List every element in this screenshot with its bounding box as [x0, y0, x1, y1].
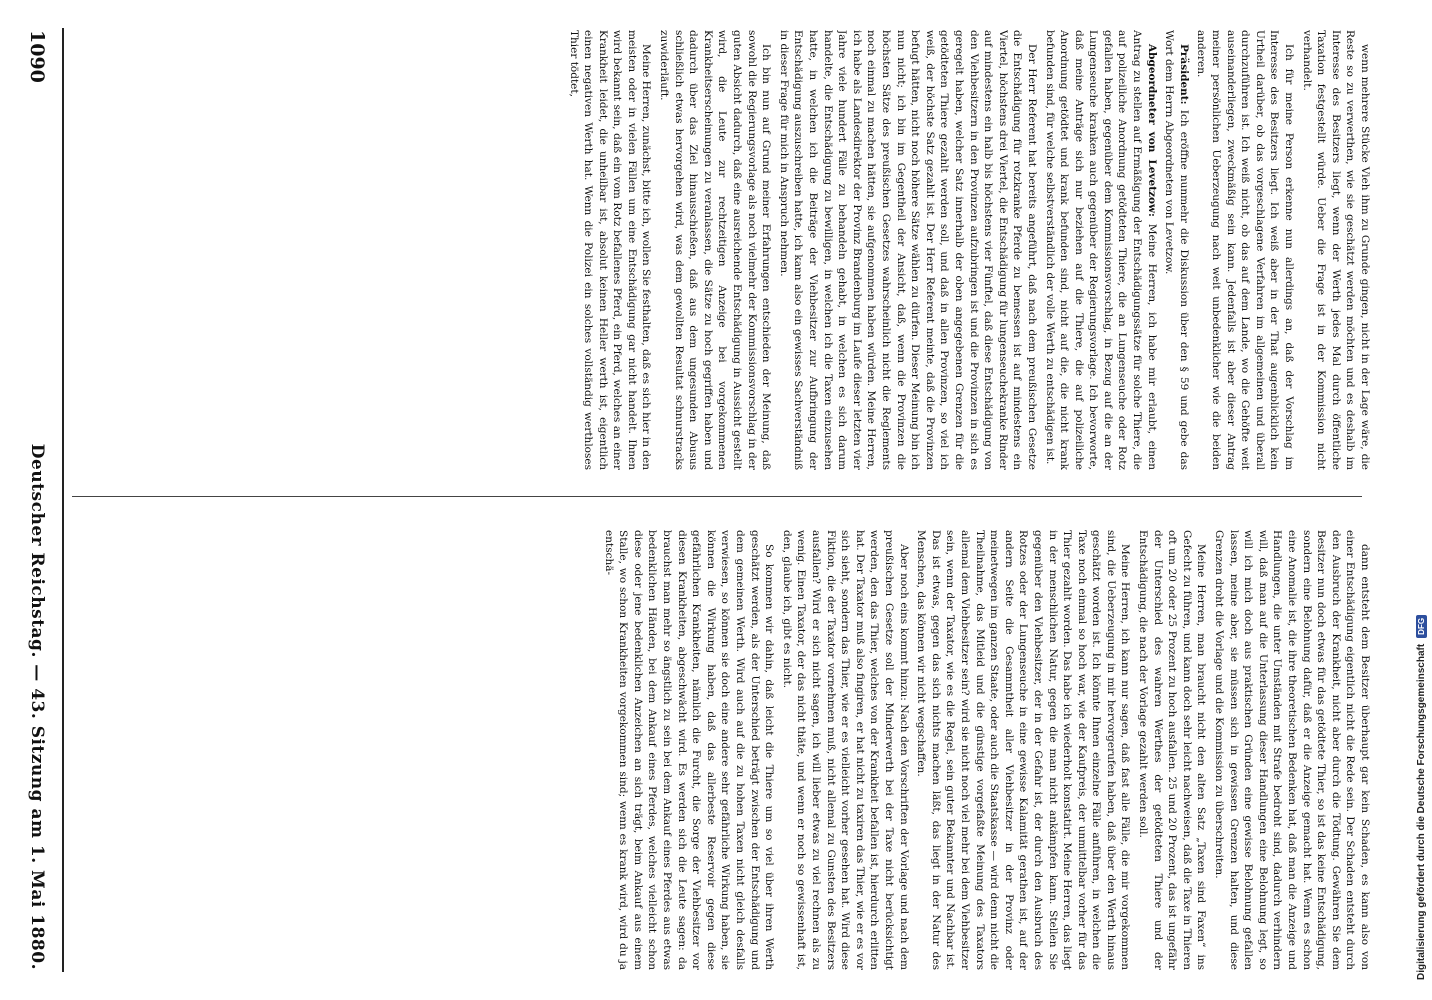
- speaker-name: Abgeordneter von Levetzow:: [1145, 44, 1158, 224]
- running-title: Deutscher Reichstag. — 43. Sitzung am 1. Mai 1880.: [27, 443, 47, 970]
- paragraph: [779, 530, 910, 970]
- paragraph-text: wenn mehrere Stücke Vieh ihm zu Grunde gingen, nicht in der Lage wäre, die Reste so zu verwerthen, wie sie geschätzt werden möchten und es deshalb im Interesse des Besitzers liegt, wenn der Werth jedes Mal durch öffentliche Taxation festgestellt würde. Ueber die Frage ist in der Kommission nicht verhandelt.: [1300, 30, 1371, 470]
- paragraph: [1136, 530, 1209, 970]
- paragraph: [1194, 30, 1296, 470]
- paragraph: [1299, 30, 1372, 470]
- paragraph-text: So kommen wir dahin, daß leicht die Thiere um so viel über ihren Werth geschätzt werden, als der Unterschied beträgt zwischen der Entschädigung und dem gemeinen Werth. Wird auch auf die zu hohen Taxen nicht gleich desfalls verwiesen, so können sie doch eine andere sehr gefährliche Wirkung haben, sie können die Wirkung haben, daß das allerbeste Reservoir gegen diese gefährlichen Krankheiten, nämlich die Furcht, die Sorge der Viehbesitzer vor diesen Krankheiten, abgeschwächt wird. Es werden sich die Leute sagen: da brauchst man mehr so ängstlich zu sein bei dem Ankauf eines Pferdes aus etwas bedenklichen Händen, bei dem Ankauf eines Pferdes, welches vielleicht schon diese oder jene bedenklichen Anzeichen an sich trägt, beim Ankauf aus einem Stalle, wo schon Krankheiten vorgekommen sind; wenn es krank wird, wird du ja entschä-: [602, 530, 776, 970]
- paragraph-text: Meine Herren, ich habe mir erlaubt, einen Antrag zu stellen auf Ermäßigung der Entschädigungssätze für solche Thiere, die auf polizeiliche Anordnung getödteten Thiere, die an Lungenseuche oder Rotz gefallen haben, gegenüber dem Kommissionsvorschlag, in Bezug auf die an der Lungenseuche kranken auch gegenüber der Regierungsvorlage. Ich bevorworte, daß meine Anträge sich nur beziehen auf die Thiere, die auf polizeiliche Anordnung getödtet und krank befunden sind, nicht auf die, die nicht krank befunden sind, für welche selbstverständlich der volle Werth zu entschädigen ist.: [1043, 30, 1158, 470]
- paragraph: [657, 30, 774, 470]
- paragraph-text: Aber noch eins kommt hinzu: Nach den Vorschriften der Vorlage und nach dem preußischen Gesetze soll der Minderwerth bei der Taxe nicht berücksichtigt werden, den das Thier, welches von der Krankheit befallen ist, hierdurch erlitten hat. Der Taxator muß also fingiren, er hat nicht zu taxiren das Thier, wie er es vor sich sieht, sondern das Thier, wie er es vielleicht vorher gesehen hat. Wird diese Fiktion, die der Taxator vornehmen muß, nicht allemal zu Gunsten des Besitzers ausfallen? Wird er sich nicht sagen, ich will lieber etwas zu viel rechnen als zu wenig. Einen Taxator, der das nicht thäte, und wenn er noch so gewissenhaft ist, den, glaube ich, gibt es nicht.: [780, 530, 910, 970]
- paragraph: [601, 530, 776, 970]
- dfg-logo: DFG: [1416, 615, 1427, 638]
- paragraph: [1162, 30, 1191, 470]
- paragraph-text: Der Herr Referent hat bereits angeführt, daß nach dem preußischen Gesetze die Entschädigung für rotzkranke Pferde zu bemessen ist auf mindestens ein Viertel, höchstens drei Viertel, die Entschädigung für lungenseuchekranke Rinder auf mindestens ein halb bis höchstens vier Fünftel, daß diese Entschädigung von den Viehbesitzern in den Provinzen aufzubringen ist und die Provinzen in sich es geregelt haben, welcher Satz innerhalb der oben angegebenen Grenzen für die getödteten Thiere gezahlt werden soll, und daß in allen Provinzen, so viel ich weiß, der höchste Satz gezahlt ist. Der Herr Referent meinte, daß die Provinzen befugt hätten, nicht noch höhere Sätze wählen zu dürfen. Dieser Meinung bin ich nun nicht; ich bin im Gegentheil der Ansicht, daß, wenn die Provinzen die höchsten Sätze des preußischen Gesetzes wahrscheinlich nicht die Reglements noch einmal zu machen hätten, sie aufgenommen haben würden. Meine Herren, ich habe als Landesdirektor der Provinz Brandenburg im Laufe dieser letzten vier Jahre viele hundert Fälle zu behandeln gehabt, in welchen es sich darum handelte, die Entschädigung zu bewilligen, in welchen ich die Taxen einzusehen hatte, in welchen ich die Beiträge der Viehbesitzer zur Aufbringung der Entschädigung auszuschreiben hatte, ich kann also ein gewisses Sachverständniß in dieser Frage für mich in Anspruch nehmen.: [777, 30, 1038, 470]
- column-divider: [72, 496, 1362, 497]
- paragraph-text: Meine Herren, ich kann nur sagen, daß fast alle Fälle, die mir vorgekommen sind, die Ueberzeugung in mir hervorgerufen haben, daß über den Werth hinaus geschätzt worden ist. Ich könnte Ihnen einzelne Fälle anführen, in welchen die Taxe noch einmal so hoch war, wie der Kaufpreis, der unmittelbar vorher für das Thier gezahlt worden. Das habe ich wiederholt konstatirt. Meine Herren, das liegt in der menschlichen Natur, gegen die man nicht ankämpfen kann. Stellen Sie gegenüber den Viehbesitzer, der in der Gefahr ist, der durch den Ausbruch des Rotzes oder der Lungenseuche in eine gewisse Kalamität gerathen ist, auf der andern Seite die Gesammtheit aller Viehbesitzer in der Provinz oder meinetwegen im ganzen Staate, oder auch die Staatskasse — wird denn nicht die Theilnahme, das Mitleid und die günstige vorgefaßte Meinung des Taxators allemal dem Viehbesitzer sein? wird sie nicht noch viel mehr bei dem Viehbesitzer sein, wenn der Taxator, wie es die Regel, sein guter Bekannter und Nachbar ist. Das ist etwas, gegen das sich nichts machen läßt, das liegt in der Natur des Menschen, das können wir nicht wegschaffen.: [915, 530, 1132, 970]
- paragraph-text: dann entsteht dem Besitzer überhaupt gar kein Schaden, es kann also von einer Entschädigung eigentlich nicht die Rede sein. Der Schaden entsteht durch den Ausbruch der Krankheit, nicht aber durch die Tödtung. Gewähren Sie dem Besitzer nun doch etwas für das getödtete Thier, so ist das keine Entschädigung, sondern eine Belohnung dafür, daß er die Anzeige gemacht hat. Wenn es schon eine Anomalie ist, die ihre theoretischen Bedenken hat, daß man die Anzeige und Handlungen, die unter Umständen mit Strafe bedroht sind, dadurch verhindern will, daß man auf die Unterlassung dieser Handlungen eine Belohnung legt, so will ich mich doch aus praktischen Gründen eine gewisse Belohnung gefallen lassen, meine aber, sie müssen sich in gewissen Grenzen halten, und diese Grenzen droht die Vorlage und die Kommission zu überschreiten.: [1213, 530, 1371, 970]
- paragraph-text: Meine Herren, man braucht nicht den alten Satz „Taxen sind Faxen“ ins Gefecht zu führen, und kann doch sehr leicht nachweisen, daß die Taxe in Thieren oft um 20 oder 25 Prozent zu hoch ausfallen. 25 und 20 Prozent, das ist ungefähr der Unterschied des wahren Werthes der getödteten Thiere und der Entschädigung, die nach der Vorlage gezahlt werden soll.: [1137, 530, 1208, 970]
- speaker-name: Präsident:: [1177, 44, 1190, 110]
- paragraph: [566, 30, 654, 470]
- paragraph: [1042, 30, 1159, 470]
- paragraph: [776, 30, 1039, 470]
- left-column: [72, 30, 1372, 470]
- paragraph-text: Ich eröffne nunmehr die Diskussion über den § 59 und gebe das Wort dem Herrn Abgeordneten von Levetzow.: [1163, 30, 1190, 470]
- header-rule: [62, 28, 64, 972]
- page-number: 1090: [26, 30, 48, 83]
- paragraph-text: Ich bin nun auf Grund meiner Erfahrungen entschieden der Meinung, daß sowohl die Regierungsvorlage als noch vielmehr der Kommissionsvorschlag in der guten Absicht dadurch, daß eine ausreichende Entschädigung in Aussicht gestellt wird, die Leute zur rechtzeitigen Anzeige bei vorgekommenen Krankheitserscheinungen zu veranlassen, die Sätze zu hoch gegriffen haben und dadurch über das Ziel hinausschießen, daß aus dem ungesunden Abusus schließlich etwas hervorgehen wird, was dem gewollten Resultat schnurstracks zuwiderläuft.: [658, 30, 773, 470]
- paragraph-text: Meine Herren, zunächst, bitte ich, wollen Sie festhalten, daß es sich hier in den meisten oder in vielen Fällen um eine Entschädigung gar nicht handelt. Ihnen wird bekannt sein, daß ein vom Rotz befallenes Pferd, ein Pferd, welches an einer Krankheit leidet, die unheilbar ist, absolut keinen Heller werth ist, eigentlich einen negativen Werth hat. Wenn die Polizei ein solches vollständig werthloses Thier tödtet,: [567, 30, 653, 470]
- digitization-credit: [1412, 20, 1430, 980]
- credit-text: Digitalisierung gefördert durch die Deutsche Forschungsgemeinschaft: [1415, 643, 1427, 980]
- page-header: [17, 30, 57, 970]
- paragraph: [914, 530, 1133, 970]
- right-column: [72, 530, 1372, 970]
- paragraph: [1211, 530, 1372, 970]
- paragraph-text: Ich für meine Person erkenne nun allerdings an, daß der Vorschlag im Interesse des Besitzers liegt. Ich weiß aber in der That augenblicklich kein Urtheil darüber, ob das vorgeschlagene Verfahren im allgemeinen und überall durchzuführen ist. Ich weiß nicht, ob das auf dem Lande, wo die Gehöfte weit auseinanderliegen, zweckmäßig sein kann. Jedenfalls ist aber dieser Antrag meiner persönlichen Ueberzeugung nach weit unbedenklicher wie die beiden anderen.: [1195, 30, 1296, 470]
